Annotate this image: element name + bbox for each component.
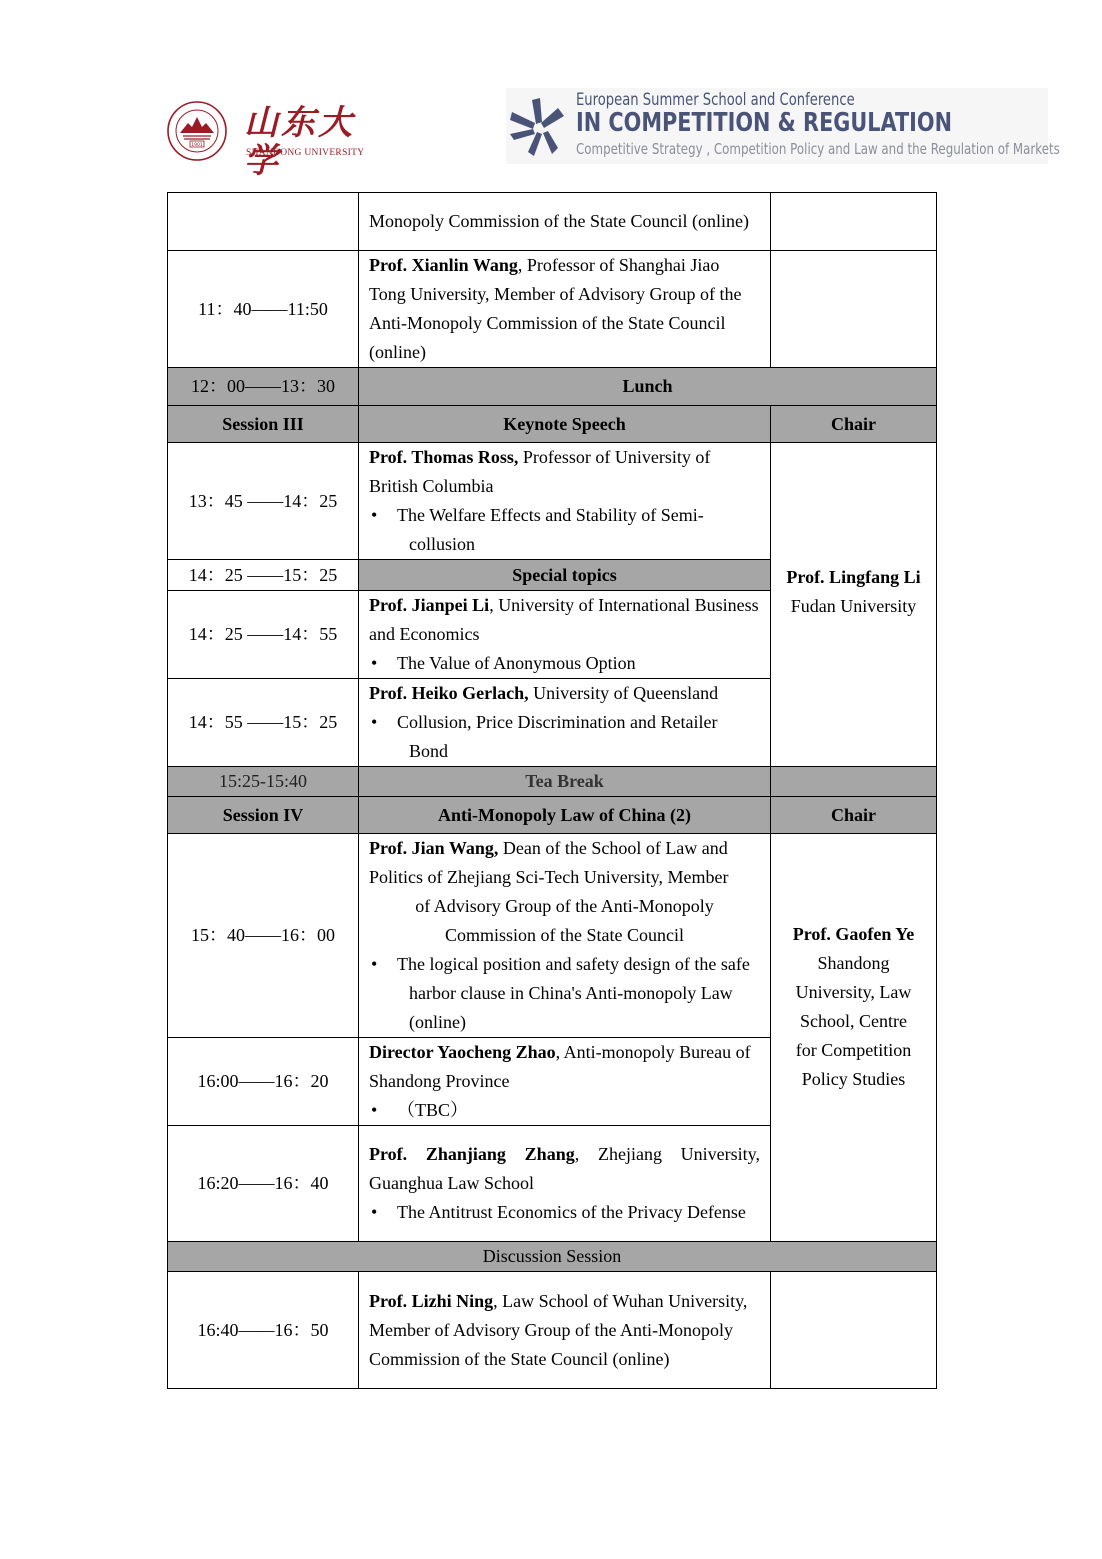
talk-topic: • Collusion, Price Discrimination and Retailer Bond bbox=[369, 708, 760, 766]
chair-header: Chair bbox=[771, 797, 937, 834]
talk-topic: • The Antitrust Economics of the Privacy Defense bbox=[369, 1198, 760, 1227]
chair-cell bbox=[771, 443, 937, 767]
speaker-affiliation: Dean of the School of Law and Politics of Zhejiang Sci-Tech University, Member bbox=[369, 838, 729, 887]
chair-cell bbox=[771, 834, 937, 1242]
talk-topic: • （TBC） bbox=[369, 1096, 760, 1125]
tea-break-row bbox=[168, 767, 937, 797]
speaker-affiliation: , Zhejiang University, Guanghua Law School bbox=[369, 1144, 761, 1193]
conference-subtitle: Competitive Strategy , Competition Policy and Law and the Regulation of Markets bbox=[576, 140, 1060, 158]
speaker-affiliation: , University of International Business and Economics bbox=[369, 595, 759, 644]
talk-cell: Monopoly Commission of the State Council (online) bbox=[359, 193, 771, 251]
table-row bbox=[168, 193, 937, 251]
svg-text:1901: 1901 bbox=[191, 143, 203, 148]
conference-logo bbox=[506, 88, 1060, 164]
discussion-label: Discussion Session bbox=[168, 1242, 937, 1272]
session-title: Anti-Monopoly Law of China (2) bbox=[359, 797, 771, 834]
time-cell: 14：25 ——15：25 bbox=[168, 560, 359, 591]
talk-topic: • The Value of Anonymous Option bbox=[369, 649, 760, 678]
talk-topic: • The logical position and safety design of the safe harbor clause in China's Anti-monopoly Law (online) bbox=[369, 950, 760, 1037]
session-label: Session III bbox=[168, 406, 359, 443]
time-cell: 16:20——16：40 bbox=[168, 1126, 359, 1242]
asterisk-star-icon bbox=[508, 96, 570, 158]
table-row bbox=[168, 834, 937, 1038]
time-cell: 13：45 ——14：25 bbox=[168, 443, 359, 560]
session-header-row bbox=[168, 406, 937, 443]
lunch-label: Lunch bbox=[359, 368, 937, 406]
table-row bbox=[168, 1272, 937, 1389]
bullet-icon: • bbox=[371, 505, 378, 525]
talk-topic: • The Welfare Effects and Stability of Semi-collusion bbox=[369, 501, 760, 559]
empty-cell bbox=[771, 767, 937, 797]
talk-cell bbox=[359, 1038, 771, 1126]
speaker-name: Director Yaocheng Zhao bbox=[369, 1042, 556, 1062]
speaker-name: Prof. Zhanjiang Zhang bbox=[369, 1144, 575, 1164]
time-cell: 15:25-15:40 bbox=[168, 767, 359, 797]
talk-cell bbox=[359, 834, 771, 1038]
table-row bbox=[168, 251, 937, 368]
chair-affiliation: Shandong University, Law School, Centre for Competition Policy Studies bbox=[795, 953, 912, 1089]
speaker-name: Prof. Lizhi Ning bbox=[369, 1290, 494, 1311]
tea-break-label: Tea Break bbox=[359, 767, 771, 797]
speaker-affiliation: , Law School of Wuhan University, Member of Advisory Group of the Anti-Monopoly Commission of the State Council (online) bbox=[369, 1290, 748, 1369]
university-seal-icon bbox=[166, 100, 230, 162]
speaker-name: Prof. Jian Wang, bbox=[369, 838, 499, 858]
university-chinese-name: 山东大学 bbox=[244, 103, 355, 181]
conference-title-line1: European Summer School and Conference bbox=[576, 90, 855, 110]
time-cell: 11：40——11:50 bbox=[168, 251, 359, 368]
bullet-icon: • bbox=[371, 712, 378, 732]
chair-header: Chair bbox=[771, 406, 937, 443]
talk-cell bbox=[359, 251, 771, 368]
time-cell: 16:00——16：20 bbox=[168, 1038, 359, 1126]
table-row bbox=[168, 443, 937, 560]
speaker-affiliation-cont: of Advisory Group of the Anti-Monopoly Commission of the State Council bbox=[415, 896, 714, 945]
chair-cell bbox=[771, 193, 937, 251]
chair-affiliation: Fudan University bbox=[790, 596, 917, 616]
bullet-icon: • bbox=[371, 1100, 378, 1120]
chair-name: Prof. Gaofen Ye bbox=[792, 924, 915, 944]
speaker-name: Prof. Thomas Ross, bbox=[369, 447, 519, 467]
session-title: Keynote Speech bbox=[359, 406, 771, 443]
talk-cell bbox=[359, 1126, 771, 1242]
speaker-name: Prof. Heiko Gerlach, bbox=[369, 683, 529, 703]
discussion-header-row bbox=[168, 1242, 937, 1272]
talk-cell bbox=[359, 1272, 771, 1389]
shandong-university-logo bbox=[166, 100, 381, 181]
conference-title-line2: IN COMPETITION & REGULATION bbox=[576, 108, 952, 138]
special-topics-label: Special topics bbox=[359, 560, 771, 591]
speaker-affiliation: University of Queensland bbox=[528, 683, 719, 703]
chair-cell bbox=[771, 251, 937, 368]
speaker-name: Prof. Jianpei Li bbox=[369, 595, 490, 615]
speaker-affiliation: , Anti-monopoly Bureau of Shandong Province bbox=[369, 1042, 751, 1091]
schedule-table bbox=[167, 192, 937, 1389]
chair-cell bbox=[771, 1272, 937, 1389]
speaker-affiliation: Professor of University of British Columbia bbox=[369, 447, 711, 496]
talk-cell bbox=[359, 591, 771, 679]
time-cell bbox=[168, 193, 359, 251]
talk-cell bbox=[359, 679, 771, 767]
university-english-name: SHANDONG UNIVERSITY bbox=[246, 148, 365, 158]
speaker-affiliation: , Professor of Shanghai Jiao Tong University, Member of Advisory Group of the Anti-Monopoly Commission of the State Council (online) bbox=[369, 255, 742, 362]
chair-name: Prof. Lingfang Li bbox=[786, 567, 921, 587]
speaker-name: Prof. Xianlin Wang bbox=[369, 255, 518, 275]
bullet-icon: • bbox=[371, 954, 378, 974]
talk-cell bbox=[359, 443, 771, 560]
time-cell: 16:40——16：50 bbox=[168, 1272, 359, 1389]
time-cell: 14：25 ——14：55 bbox=[168, 591, 359, 679]
time-cell: 12：00——13：30 bbox=[168, 368, 359, 406]
lunch-row bbox=[168, 368, 937, 406]
time-cell: 14：55 ——15：25 bbox=[168, 679, 359, 767]
session-header-row bbox=[168, 797, 937, 834]
session-label: Session IV bbox=[168, 797, 359, 834]
bullet-icon: • bbox=[371, 653, 378, 673]
time-cell: 15：40——16：00 bbox=[168, 834, 359, 1038]
bullet-icon: • bbox=[371, 1202, 378, 1222]
